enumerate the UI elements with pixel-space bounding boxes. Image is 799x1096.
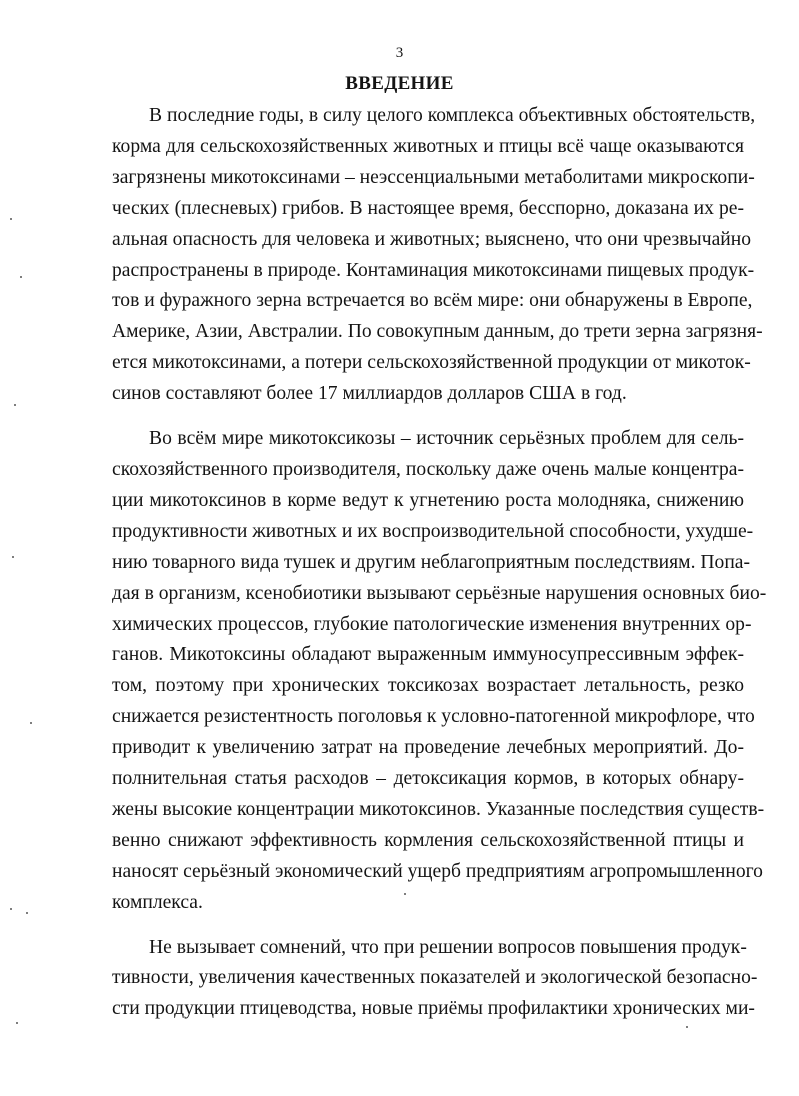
text-line: продуктивности животных и их воспроизводительной способности, ухудше- [112, 520, 754, 542]
text-line: Не вызывает сомнений, что при решении вопросов повышения продук- [149, 936, 747, 958]
text-line: загрязнены микотоксинами – неэссенциальными метаболитами микроскопи- [112, 166, 755, 188]
page-title: ВВЕДЕНИЕ [345, 73, 454, 94]
text-line: снижается резистентность поголовья к условно-патогенной микрофлоре, что [112, 706, 755, 728]
scan-speck [20, 276, 22, 278]
text-line: тивности, увеличения качественных показателей и экологической безопасно- [112, 967, 758, 989]
scan-speck [14, 404, 16, 406]
text-line: альная опасность для человека и животных; выяснено, что они чрезвычайно [112, 228, 752, 250]
text-line: химических процессов, глубокие патологические изменения внутренних ор- [112, 613, 752, 635]
text-line: Америке, Азии, Австралии. По совокупным данным, до трети зерна загрязня- [112, 321, 763, 343]
text-line: ганов. Микотоксины обладают выраженным иммуносупрессивным эффек- [112, 644, 744, 666]
scan-speck [26, 912, 28, 914]
text-line: приводит к увеличению затрат на проведение лечебных мероприятий. До- [112, 737, 744, 759]
paragraph-1 [112, 101, 763, 410]
text-line: комплекса. [112, 891, 203, 913]
text-line: сти продукции птицеводства, новые приёмы профилактики хронических ми- [112, 998, 755, 1020]
text-line: дая в организм, ксенобиотики вызывают серьёзные нарушения основных био- [112, 582, 767, 604]
paragraph-2 [112, 424, 767, 919]
scan-speck [12, 556, 14, 558]
scan-speck [686, 1026, 688, 1028]
scan-speck [10, 908, 12, 910]
text-line: полнительная статья расходов – детоксикация кормов, в которых обнару- [112, 768, 744, 790]
page-number: 3 [395, 45, 404, 61]
text-line: венно снижают эффективность кормления сельскохозяйственной птицы и [112, 829, 744, 851]
paragraph-3 [112, 933, 758, 1026]
scan-speck [16, 1022, 18, 1024]
text-line: нию товарного вида тушек и другим неблагоприятным последствиям. Попа- [112, 551, 751, 573]
text-line: синов составляют более 17 миллиардов долларов США в год. [112, 383, 627, 405]
text-line: том, поэтому при хронических токсикозах возрастает летальность, резко [112, 675, 744, 697]
body-text [112, 101, 767, 1025]
text-line: Во всём мире микотоксикозы – источник серьёзных проблем для сель- [149, 428, 744, 450]
scan-speck [404, 893, 406, 895]
text-line: ческих (плесневых) грибов. В настоящее время, бесспорно, доказана их ре- [112, 197, 744, 219]
text-line: жены высокие концентрации микотоксинов. Указанные последствия существ- [112, 798, 765, 820]
text-line: ется микотоксинами, а потери сельскохозяйственной продукции от микоток- [112, 352, 751, 374]
text-line: скохозяйственного производителя, поскольку даже очень малые концентра- [112, 458, 744, 480]
scan-speck [10, 218, 12, 220]
text-line: ции микотоксинов в корме ведут к угнетению роста молодняка, снижению [112, 489, 744, 511]
text-line: корма для сельскохозяйственных животных и птицы всё чаще оказываются [112, 135, 744, 157]
text-line: В последние годы, в силу целого комплекса объективных обстоятельств, [149, 105, 756, 126]
text-line: распространены в природе. Контаминация микотоксинами пищевых продук- [112, 259, 755, 281]
scan-speck [30, 722, 32, 724]
text-line: наносят серьёзный экономический ущерб предприятиям агропромышленного [112, 860, 763, 882]
text-line: тов и фуражного зерна встречается во всём мире: они обнаружены в Европе, [112, 290, 753, 312]
